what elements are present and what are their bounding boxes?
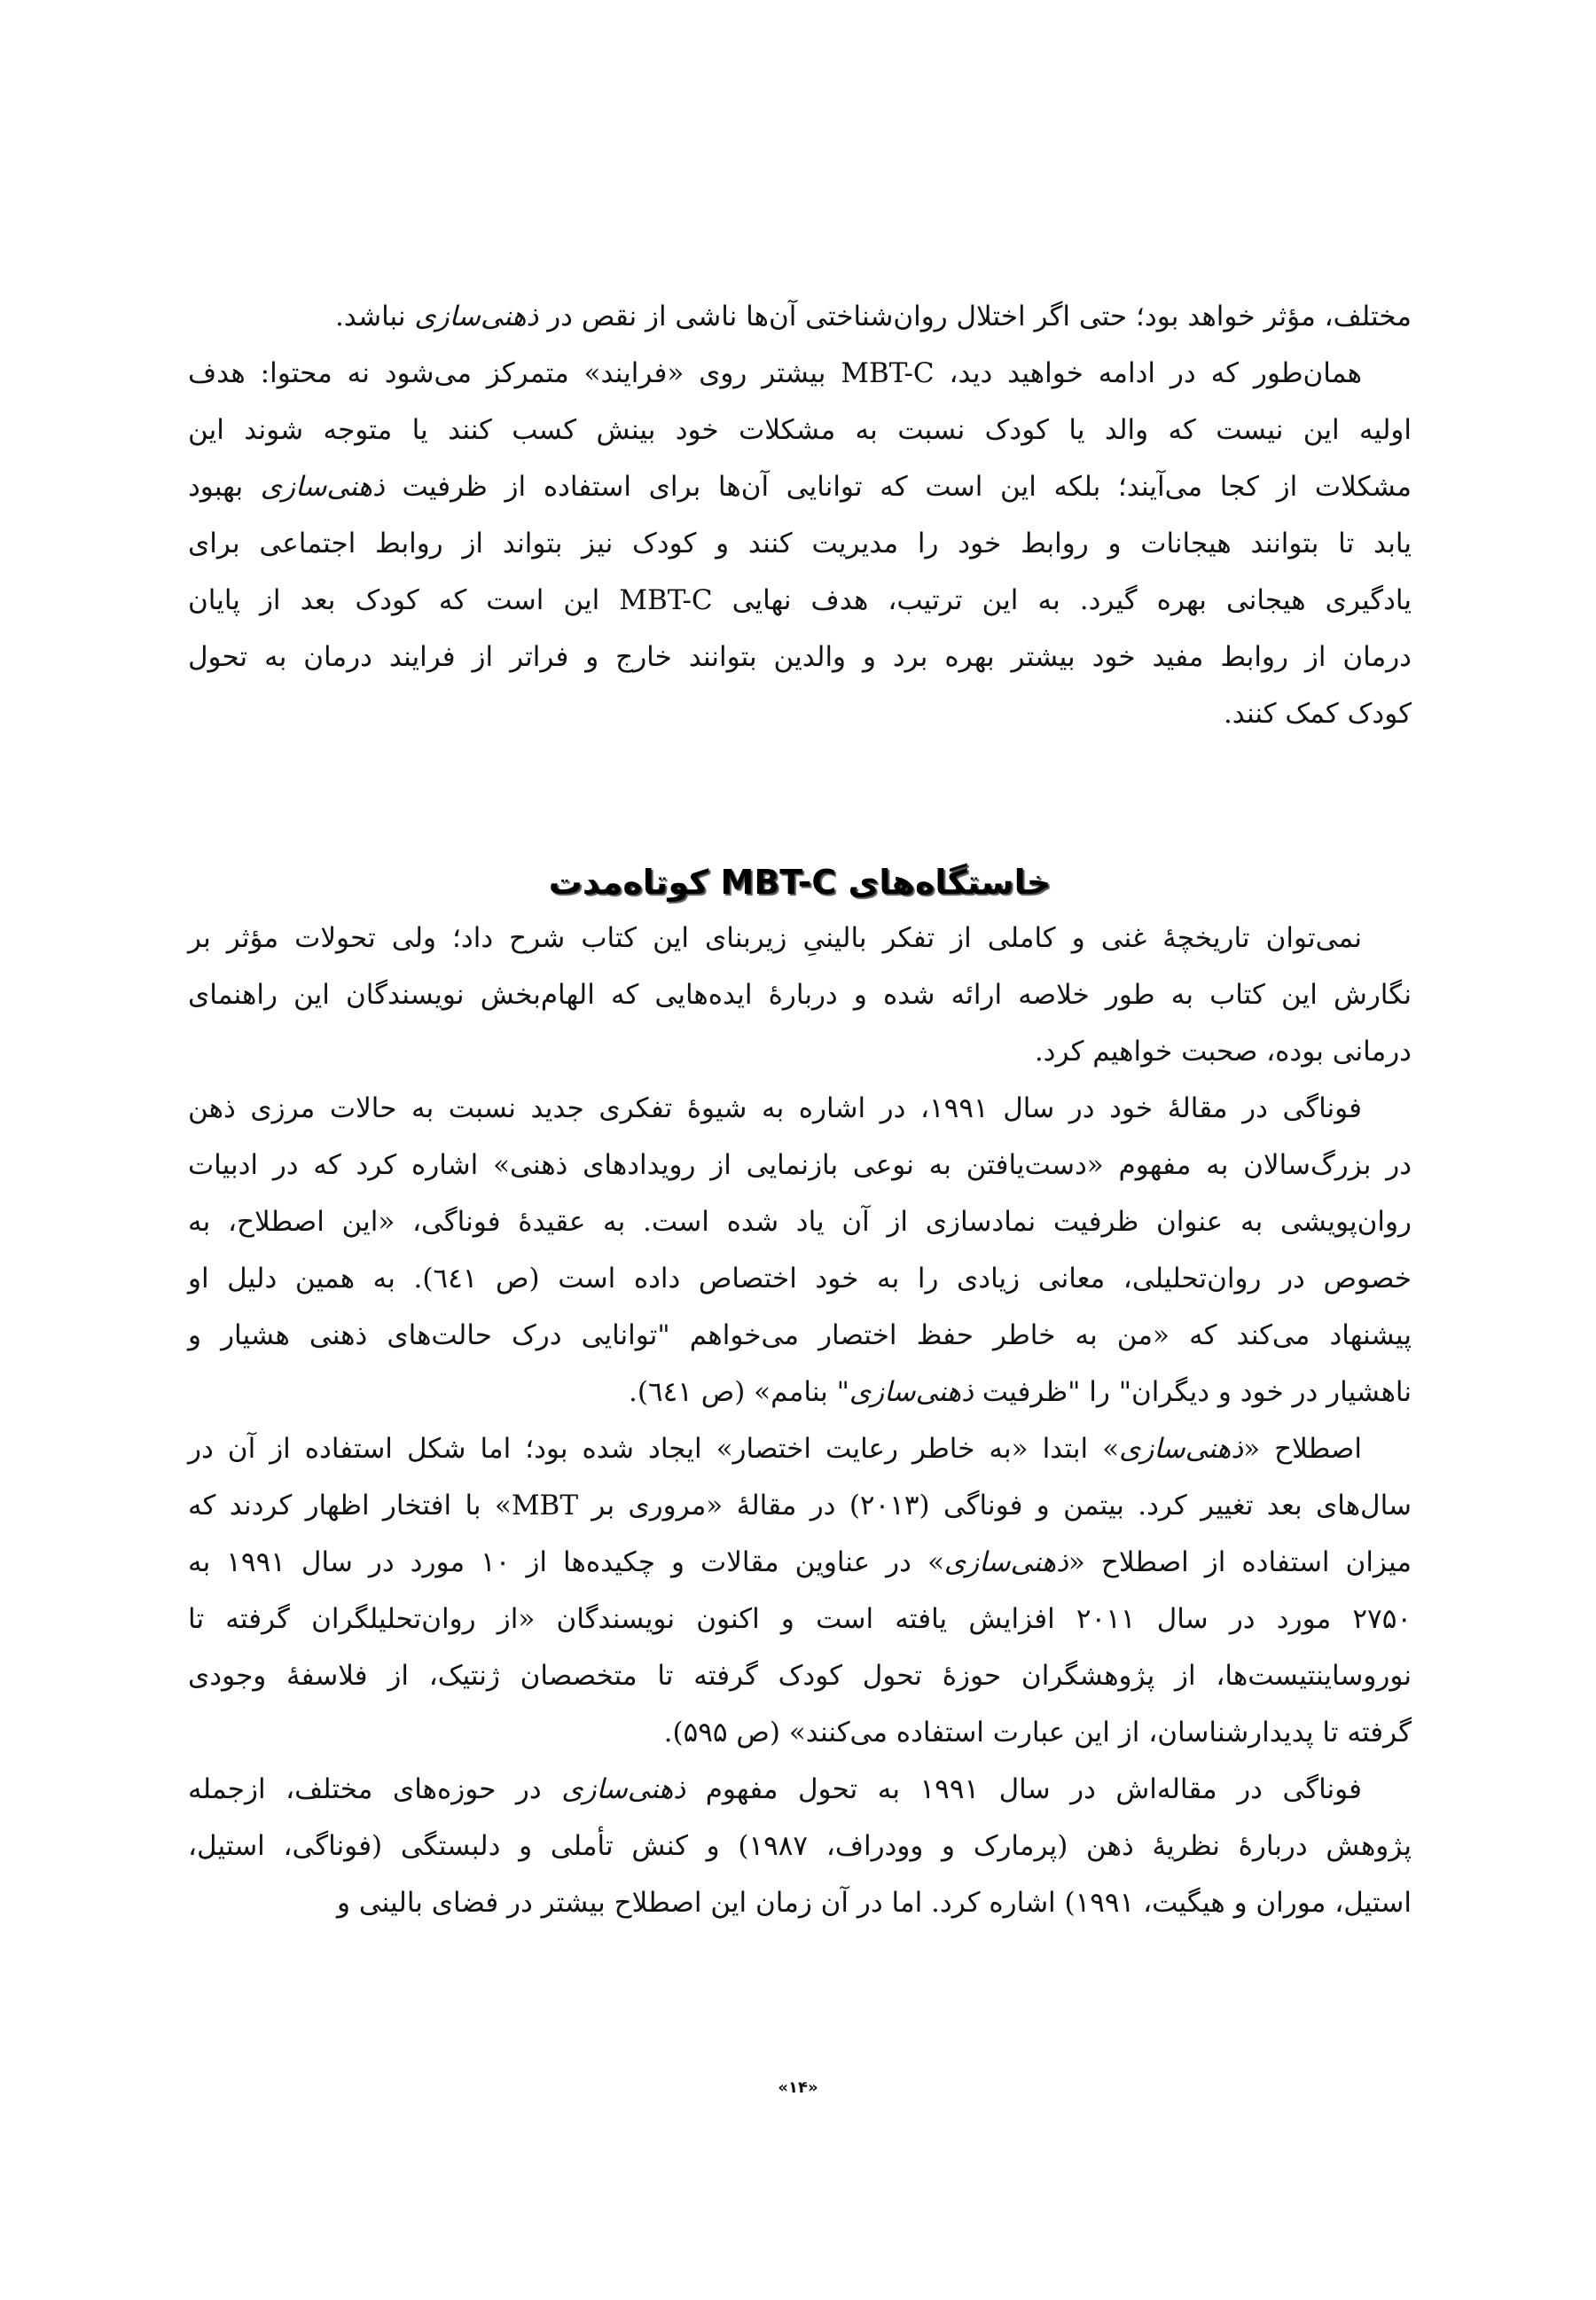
text-line [188, 1818, 1412, 1874]
text-segment: اولیه این نیست که والد یا کودک نسبت به مشکلات خود بینش کسب کنند یا متوجه شوند این [188, 414, 1412, 446]
text-line [188, 1591, 1412, 1647]
text-line [188, 1307, 1412, 1364]
text-line [188, 402, 1412, 458]
text-segment: " بنامم» (ص ٦٤١). [628, 1376, 849, 1408]
italic-term: ذهنی‌سازی [561, 1773, 686, 1805]
text-segment: استیل، موران و هیگیت، ۱۹۹۱) اشاره کرد. اما در آن زمان این اصطلاح بیشتر در فضای بالینی و [337, 1887, 1412, 1919]
text-line [188, 515, 1412, 572]
text-segment: درمان از روابط مفید خود بیشتر بهره برد و والدین بتوانند خارج و فراتر از فرایند درمان به تحول [188, 641, 1412, 673]
text-segment: فوناگی در مقالهٔ خود در سال ۱۹۹۱، در اشاره به شیوهٔ تفکری جدید نسبت به حالات مرزی ذهن [188, 1092, 1362, 1124]
text-line [188, 966, 1412, 1023]
text-segment: گرفته تا پدیدارشناسان، از این عبارت استفاده می‌کنند» (ص ۵۹۵). [663, 1717, 1412, 1748]
text-line [188, 1193, 1412, 1250]
text-line [188, 458, 1412, 515]
section-1-body [188, 288, 1412, 742]
text-segment: سال‌های بعد تغییر کرد. بیتمن و فوناگی (۲۰۱۳) در مقالهٔ «مروری بر MBT» با افتخار اظهار کردند که [188, 1490, 1412, 1522]
italic-term: ذهنی‌سازی [943, 1546, 1068, 1578]
text-segment: » ابتدا «به خاطر رعایت اختصار» ایجاد شده بود؛ اما شکل استفاده از آن در [188, 1433, 1120, 1465]
text-line [188, 1420, 1412, 1477]
text-segment: ۲۷۵۰ مورد در سال ۲۰۱۱ افزایش یافته است و اکنون نویسندگان «از روان‌تحلیلگران گرفته تا [188, 1603, 1412, 1635]
text-line [188, 1250, 1412, 1307]
text-segment: مختلف، مؤثر خواهد بود؛ حتی اگر اختلال روان‌شناختی آن‌ها ناشی از نقص در [538, 301, 1412, 332]
text-segment: ناهشیار در خود و دیگران" را "ظرفیت [973, 1376, 1412, 1408]
paragraph [188, 910, 1412, 1080]
section-heading: خاستگاه‌های MBT-C کوتاه‌مدت [548, 862, 1052, 902]
paragraph [188, 1080, 1412, 1420]
text-segment: نباشد. [334, 301, 415, 332]
text-segment: نوروساینتیست‌ها، از پژوهشگران حوزهٔ تحول کودک گرفته تا متخصصان ژنتیک، از فلاسفهٔ وجودی [188, 1660, 1412, 1692]
text-segment: بهبود [188, 471, 261, 503]
italic-term: ذهنی‌سازی [414, 301, 539, 332]
text-line [188, 629, 1412, 685]
text-line [188, 1647, 1412, 1704]
text-line [188, 1023, 1412, 1080]
text-line [188, 572, 1412, 629]
text-line [188, 685, 1412, 742]
text-segment: روان‌پویشی به عنوان ظرفیت نمادسازی از آن یاد شده است. به عقیدهٔ فوناگی، «این اصطلاح، به [188, 1206, 1412, 1238]
paragraph [188, 1761, 1412, 1931]
paragraph [188, 1420, 1412, 1761]
paragraph [188, 288, 1412, 345]
italic-term: ذهنی‌سازی [260, 471, 385, 503]
text-segment: میزان استفاده از اصطلاح « [1068, 1546, 1412, 1578]
text-segment: همان‌طور که در ادامه خواهید دید، MBT-C بیشتر روی «فرایند» متمرکز می‌شود نه محتوا: هدف [188, 357, 1362, 389]
text-line [188, 288, 1412, 345]
text-line [188, 1704, 1412, 1761]
italic-term: ذهنی‌سازی [849, 1376, 974, 1408]
text-segment: درمانی بوده، صحبت خواهیم کرد. [1034, 1036, 1412, 1068]
text-segment: مشکلات از کجا می‌آیند؛ بلکه این است که توانایی آن‌ها برای استفاده از ظرفیت [384, 471, 1412, 503]
text-segment: یابد تا بتوانند هیجانات و روابط خود را مدیریت کنند و کودک نیز بتواند از روابط اجتماعی برای [188, 528, 1412, 559]
text-line [188, 1137, 1412, 1193]
text-line [188, 1874, 1412, 1931]
text-segment: خصوص در روان‌تحلیلی، معانی زیادی را به خود اختصاص داده است (ص ٦٤١). به همین دلیل او [188, 1263, 1412, 1295]
text-line [188, 1534, 1412, 1591]
text-segment: کودک کمک کنند. [1223, 698, 1412, 730]
italic-term: ذهنی‌سازی [1119, 1433, 1244, 1465]
section-2-body [188, 910, 1412, 1931]
text-segment: اصطلاح « [1243, 1433, 1362, 1465]
text-line [188, 910, 1412, 966]
text-segment: فوناگی در مقاله‌اش در سال ۱۹۹۱ به تحول مفهوم [685, 1773, 1362, 1805]
page-number: «۱۴» [778, 2078, 818, 2097]
text-segment: » در عناوین مقالات و چکیده‌ها از ۱۰ مورد در سال ۱۹۹۱ به [188, 1546, 944, 1578]
text-segment: پیشنهاد می‌کند که «من به خاطر حفظ اختصار می‌خواهم "توانایی درک حالت‌های ذهنی هشیار و [188, 1319, 1412, 1351]
text-line [188, 1761, 1412, 1818]
paragraph [188, 345, 1412, 742]
text-line [188, 345, 1412, 402]
text-segment: پژوهش دربارهٔ نظریهٔ ذهن (پرمارک و وودراف، ۱۹۸۷) و کنش تأملی و دلبستگی (فوناگی، استیل، [188, 1830, 1412, 1862]
text-segment: در بزرگ‌سالان به مفهوم «دست‌یافتن به نوعی بازنمایی از رویدادهای ذهنی» اشاره کرد که در ادبیات [188, 1149, 1412, 1181]
text-segment: نگارش این کتاب به طور خلاصه ارائه شده و دربارهٔ ایده‌هایی که الهام‌بخش نویسندگان این راهنمای [188, 979, 1412, 1011]
text-segment: یادگیری هیجانی بهره گیرد. به این ترتیب، هدف نهایی MBT-C این است که کودک بعد از پایان [188, 584, 1412, 616]
text-segment: نمی‌توان تاریخچهٔ غنی و کاملی از تفکر بالینیِ زیربنای این کتاب شرح داد؛ ولی تحولات مؤثر بر [188, 922, 1362, 954]
text-line [188, 1080, 1412, 1137]
text-segment: در حوزه‌های مختلف، ازجمله [188, 1773, 562, 1805]
text-line [188, 1477, 1412, 1534]
text-line [188, 1364, 1412, 1420]
